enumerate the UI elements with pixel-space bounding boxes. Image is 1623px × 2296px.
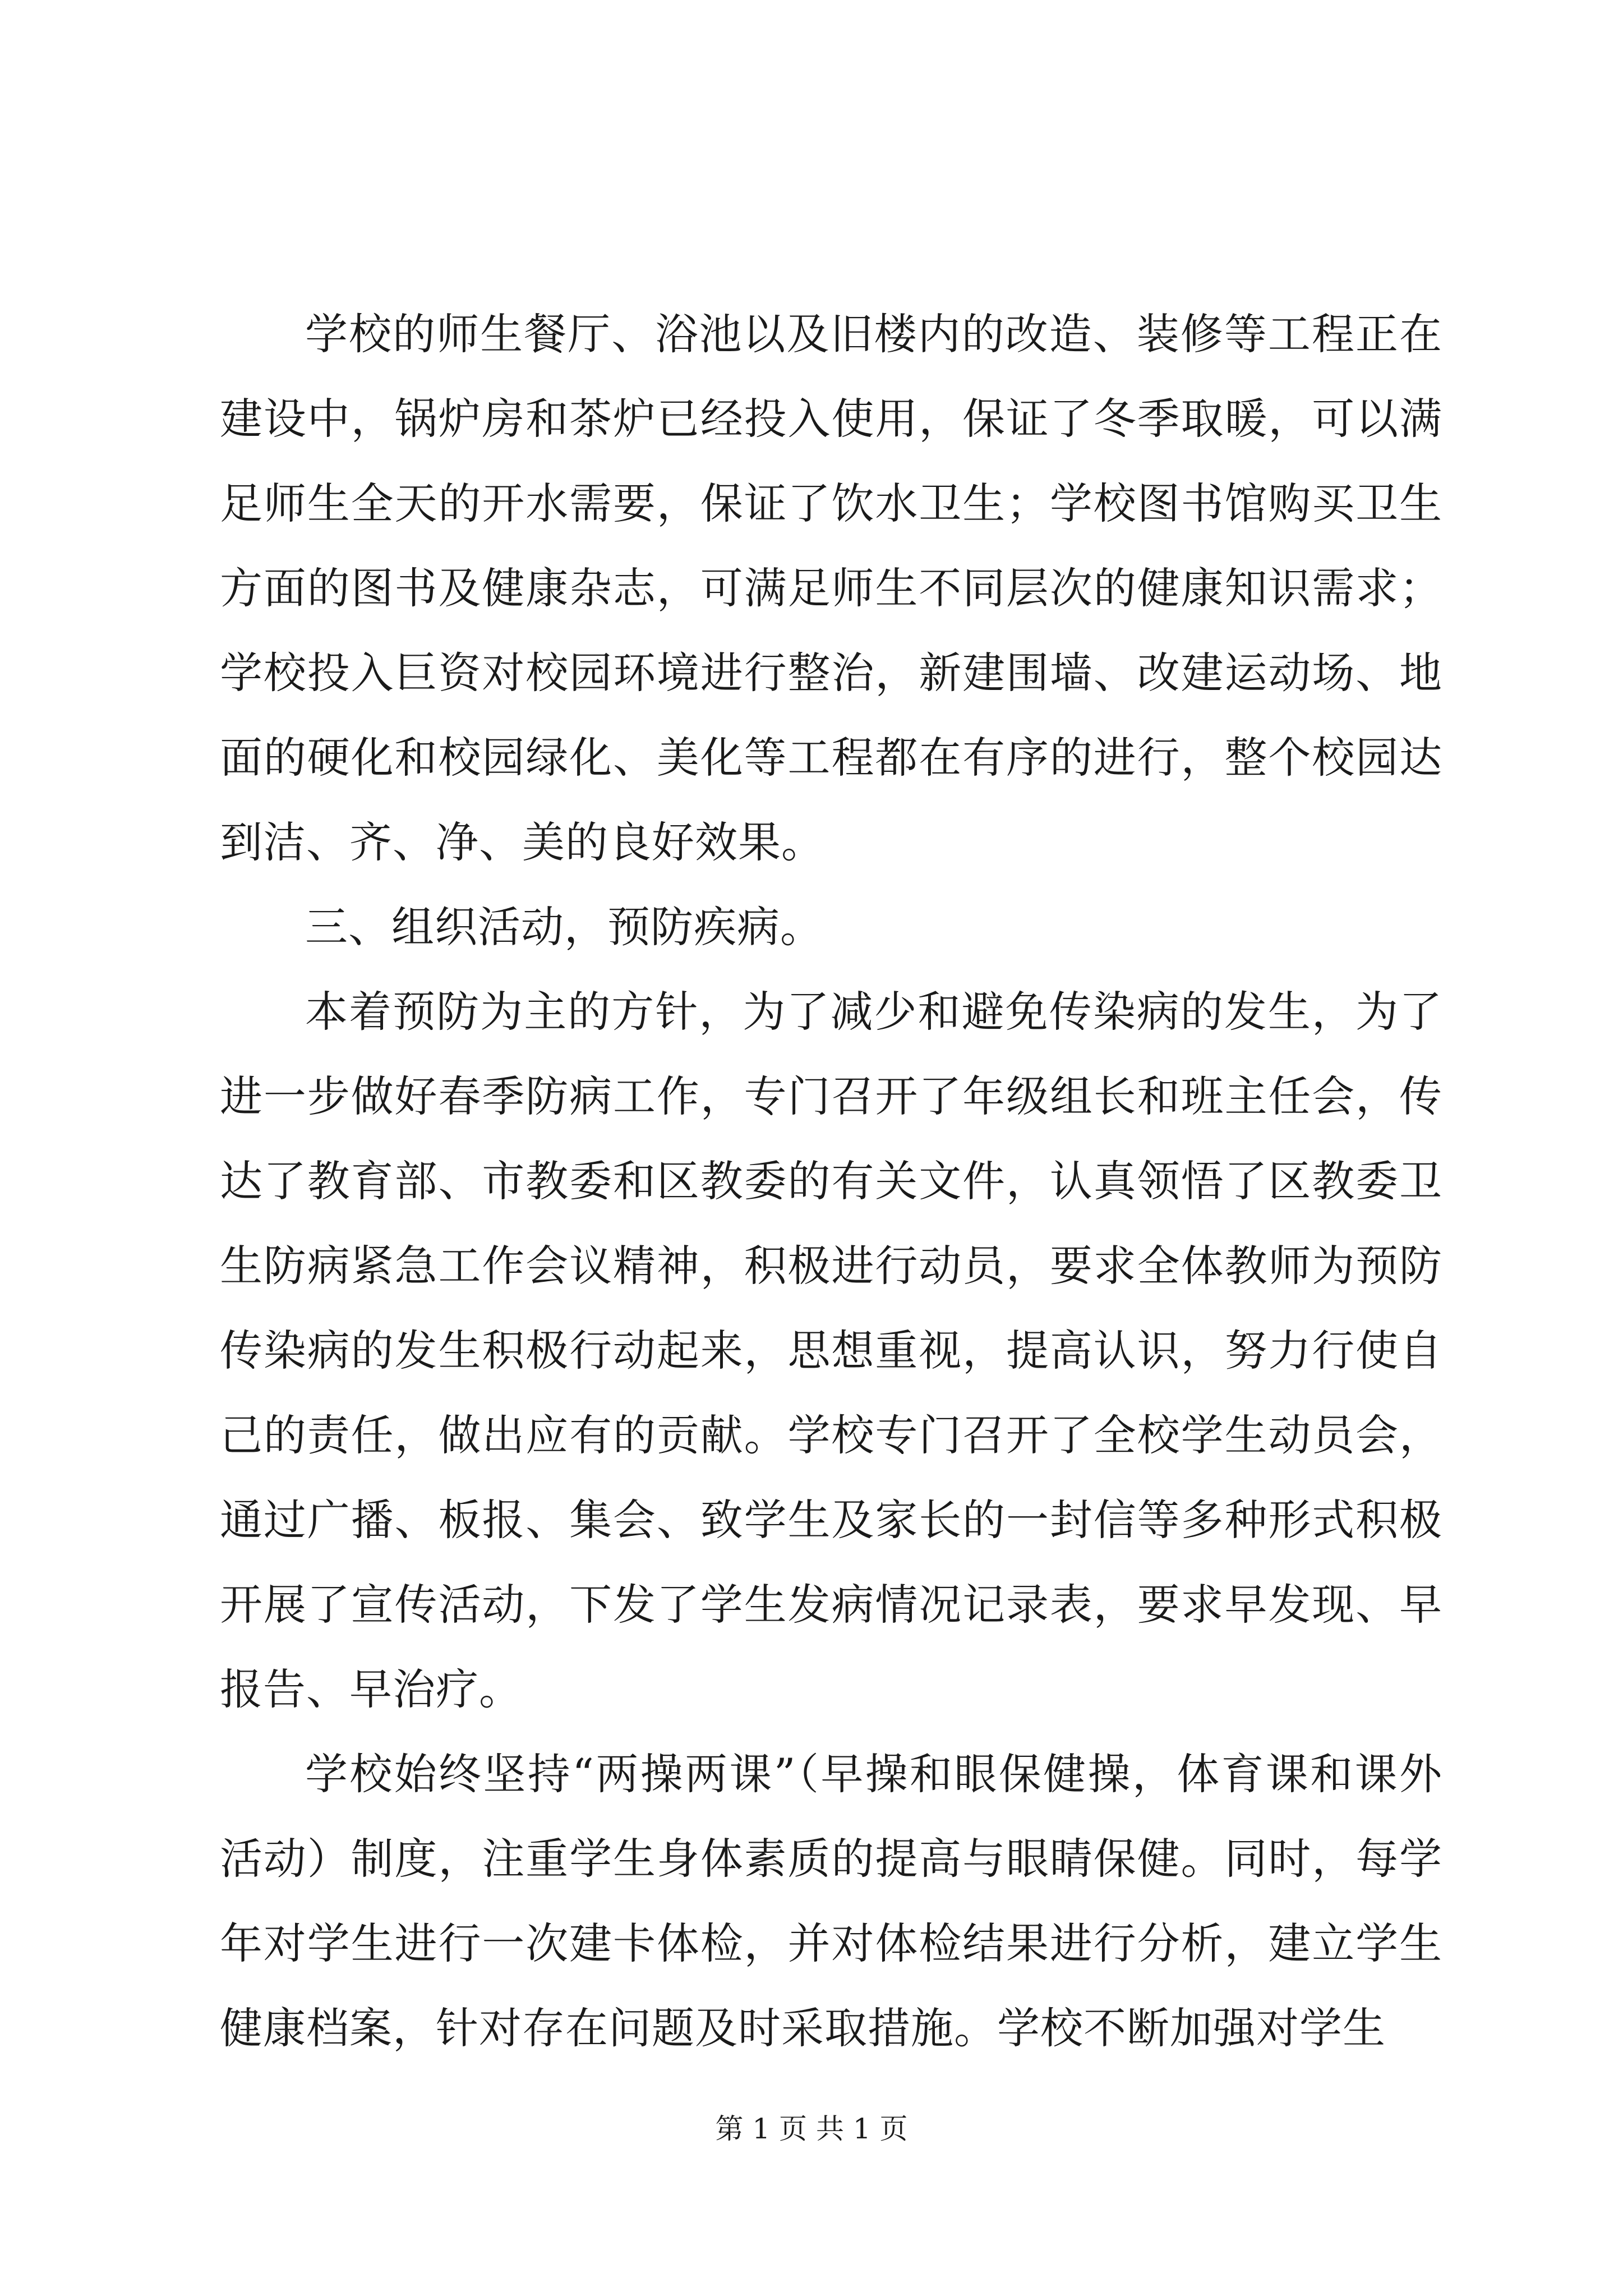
section-heading-3: 三、组织活动，预防疾病。 (305, 902, 823, 952)
paragraph-facilities: 学校的师生餐厅、浴池以及旧楼内的改造、装修等工程正在建设中，锅炉房和茶炉已经投入使用，保证了冬季取暖，可以满足师生全天的开水需要，保证了饮水卫生；学校图书馆购买卫生方面的图书及健康杂志，可满足师生不同层次的健康知识需求；学校投入巨资对校园环境进行整治，新建围墙、改建运动场、地面的硬化和校园绿化、美化等工程都在有序的进行，整个校园达到洁、齐、净、美的良好效果。 (220, 309, 1442, 867)
paragraph-prevention: 本着预防为主的方针，为了减少和避免传染病的发生，为了进一步做好春季防病工作，专门召开了年级组长和班主任会，传达了教育部、市教委和区教委的有关文件，认真领悟了区教委卫生防病紧急工作会议精神，积极进行动员，要求全体教师为预防传染病的发生积极行动起来，思想重视，提高认识，努力行使自己的责任，做出应有的贡献。学校专门召开了全校学生动员会，通过广播、板报、集会、致学生及家长的一封信等多种形式积极开展了宣传活动，下发了学生发病情况记录表，要求早发现、早报告、早治疗。 (220, 987, 1442, 1714)
page-footer: 第 1 页 共 1 页 (715, 2113, 908, 2145)
document-body (220, 292, 1442, 2070)
paragraph-exercise: 学校始终坚持“两操两课”（早操和眼保健操，体育课和课外活动）制度，注重学生身体素质的提高与眼睛保健。同时，每学年对学生进行一次建卡体检，并对体检结果进行分析，建立学生健康档案，针对存在问题及时采取措施。学校不断加强对学生 (220, 1749, 1442, 2053)
